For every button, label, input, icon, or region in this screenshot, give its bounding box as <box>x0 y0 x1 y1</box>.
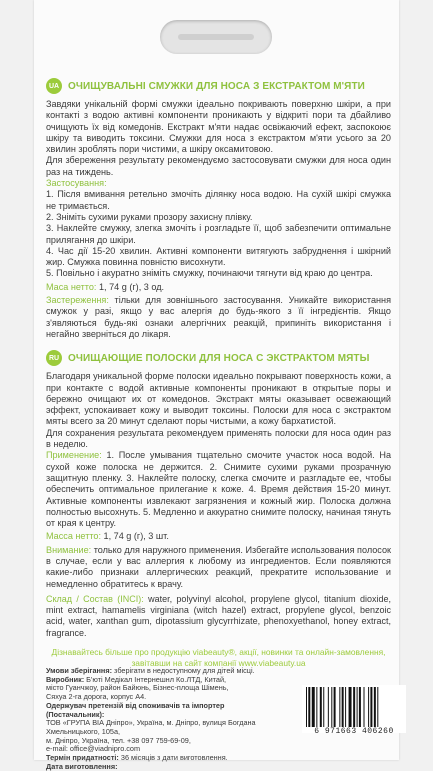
barcode <box>302 685 406 733</box>
ua-badge: UA <box>46 78 62 94</box>
importer-label-text: Одержувач претензій від споживачів та імпортер (Постачальник): <box>46 700 225 719</box>
hanger-tab <box>160 20 272 54</box>
barcode-number: 6 971663 406260 <box>314 727 394 736</box>
importer-line: e-mail: office@viadnipro.com <box>46 744 141 754</box>
ru-warning-label: Внимание: <box>46 544 92 555</box>
ua-step: 1. Після вмивання ретельно змочіть ділянку носа водою. На сухій шкірі смужка не тримається. <box>46 189 391 211</box>
maker-line: Сяхуа 2-га дорога, корпус А4. <box>46 692 147 702</box>
ru-tip: Для сохранения результата рекомендуем применять полоски для носа один раз в неделю. <box>46 427 391 450</box>
maker-label: Виробник: <box>46 674 85 684</box>
date-label: Дата виготовлення: <box>46 761 118 771</box>
ru-title: ОЧИЩАЮЩИЕ ПОЛОСКИ ДЛЯ НОСА С ЭКСТРАКТОМ МЯТЫ <box>68 352 370 364</box>
promo-line: Дізнавайтесь більше про продукцію viabeauty®, акції, новинки та онлайн-замовлення, <box>51 647 386 658</box>
ru-weight <box>46 531 391 542</box>
info-block <box>46 666 394 771</box>
ua-warning <box>46 295 391 340</box>
ru-weight-label: Масса нетто: <box>46 531 102 542</box>
composition-list: water, polyvinyl alcohol, propylene glycol, titanium dioxide, mint extract, hamamelis virginiana (witch hazel) extract, propylene glycol, benzoic acid, water, xanthan gum, dipotassium glycyrrhizate, phenoxyethanol, honey extract, fragrance. <box>46 593 392 638</box>
ua-warning-text: тільки для зовнішнього застосування. Уникайте використання смужок у разі, якщо у вас алергія до будь-якого з її інгредієнтів. Якщо з'являються будь-які ознаки алергічних реакцій, припиніть використання і негайно зверніться до лікаря. <box>46 295 391 339</box>
ua-step: 4. Час дії 15-20 хвилин. Активні компоненти витягують забруднення і шкірний жир. Смужка повинна повністю висохнути. <box>46 245 391 268</box>
ua-usage-label: Застосування: <box>46 178 107 189</box>
importer-line: ТОВ «ГРУПА ВІА Дніпро», Україна, м. Дніпро, вулиця Богдана Хмельницького, 105а, <box>46 718 256 736</box>
maker-line: місто Гуанчжоу, район Байюнь, Бізнес-площа Шімень, <box>46 683 229 693</box>
manufacture-date <box>46 763 264 771</box>
ua-weight-value: 1, 74 g (г), 3 од. <box>96 281 165 292</box>
ua-step: 5. Повільно і акуратно зніміть смужку, починаючи тягнути від краю до центра. <box>46 268 373 279</box>
ua-title: ОЧИЩУВАЛЬНІ СМУЖКИ ДЛЯ НОСА З ЕКСТРАКТОМ М'ЯТИ <box>68 80 365 92</box>
ru-weight-value: 1, 74 g (г), 3 шт. <box>101 531 169 542</box>
composition <box>46 594 391 639</box>
ru-intro: Благодаря уникальной форме полоски идеально покрывают поверхность кожи, а при контакте с водой активные компоненты проникают в открытые поры и бережно очищают их от комедонов. Экстракт мяты оказывает освежающий эффект, успокаивает кожу и выводит токсины. Полоски для носа с экстрактом мяты всего за 20 минут сделают поры чистыми, а кожу бархатистой. <box>46 371 391 427</box>
storage-label: Умови зберігання: <box>46 666 113 675</box>
ru-usage <box>46 450 391 529</box>
ru-section-header <box>46 350 391 366</box>
ua-tip: Для збереження результату рекомендуємо застосовувати смужки для носа один раз на тиждень. <box>46 155 391 177</box>
ua-section-header <box>46 78 391 94</box>
ua-step: 3. Наклейте смужку, злегка змочіть і розгладьте її, щоб забезпечити оптимальне прилягання до шкіри. <box>46 223 391 245</box>
ru-usage-label: Применение: <box>46 450 102 461</box>
importer-label <box>46 702 264 719</box>
hanger-slot <box>178 34 254 40</box>
ua-step: 2. Зніміть сухими руками прозору захисну плівку. <box>46 211 253 222</box>
ua-weight-label: Маса нетто: <box>46 281 97 292</box>
label-text <box>46 78 391 669</box>
ua-warning-label: Застереження: <box>46 295 109 306</box>
promo-line: завітавши на сайт компанії www.viabeauty.ua <box>131 658 306 669</box>
shelf-text: 36 місяців з дати виготовлення. <box>118 753 228 763</box>
ru-badge: RU <box>46 350 62 366</box>
ua-weight <box>46 282 391 293</box>
package-back-panel <box>34 0 399 771</box>
importer-line: м. Дніпро, Україна, тел. +38 097 759-69-09, <box>46 735 191 745</box>
storage-text: зберігати в недоступному для дітей місці. <box>112 666 255 675</box>
maker-line: Б'юті Медікал Інтернешнл Ко.ЛТД, Китай, <box>84 674 227 684</box>
composition-label: Склад / Состав (INCI): <box>46 593 144 604</box>
legal-info <box>46 667 264 771</box>
composition-text <box>46 594 391 639</box>
shelf-label: Термін придатності: <box>46 753 119 763</box>
ua-intro: Завдяки унікальній формі смужки ідеально покривають поверхню шкіри, а при контакті з водою активні компоненти проникають у відкриті пори та дбайливо очищують їх від комедонів. Екстракт м'яти надає освіжаючий ефект, заспокоює шкіру та виводить токсини. Смужки для носа з екстрактом м'яти усього за 20 хвилин зроблять пори чистими, а шкіру оксамитовою. <box>46 99 391 155</box>
ru-warning <box>46 545 391 590</box>
ru-usage-text: 1. После умывания тщательно смочите участок носа водой. На сухой коже полоска не держится. 2. Снимите сухими руками прозрачную защитную пленку. 3. Наклейте полоску, слегка смочите и разгладьте ее, чтобы обеспечить оптимальное прилегание к коже. 4. Время действия 15-20 минут. Активные компоненты извлекают загрязнения и кожный жир. Полоска должна полностью высохнуть. 5. Медленно и аккуратно снимите полоску, начиная тянуть от края к центру. <box>46 450 391 529</box>
ru-warning-text: только для наружного применения. Избегайте использования полосок в случае, если у вас аллергия к любому из ингредиентов. Если появляются какие-либо признаки аллергических реакций, прекратите использование и немедленно обратитесь к врачу. <box>46 544 391 589</box>
